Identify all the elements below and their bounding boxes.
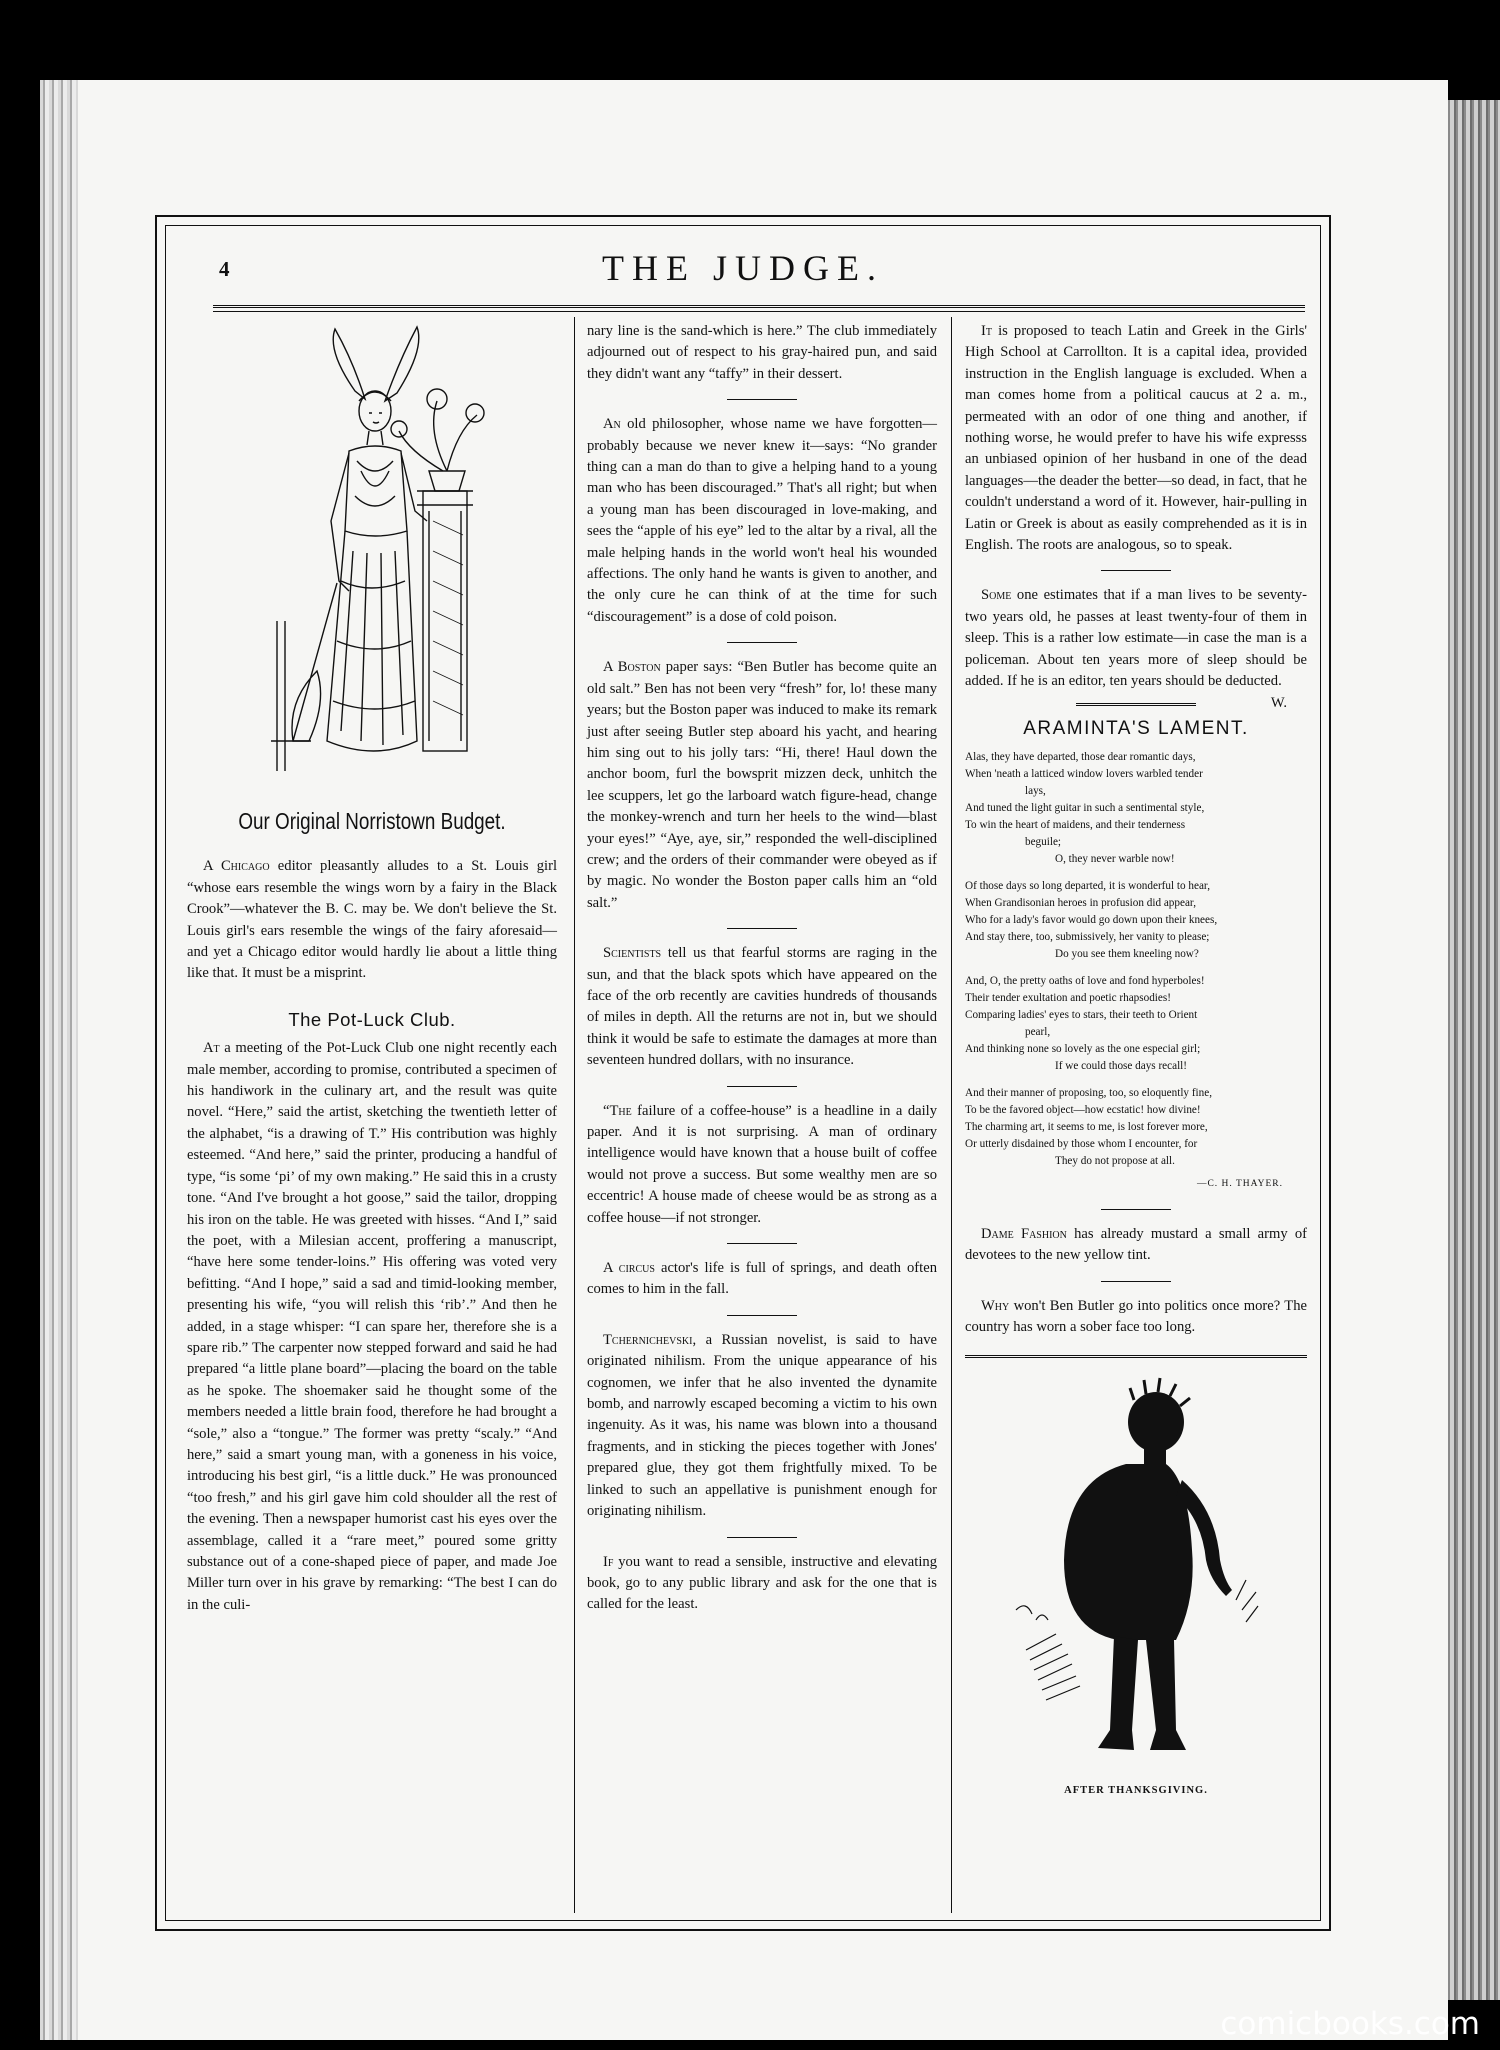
lead-circus: A circus (603, 1260, 655, 1277)
poem-line: To be the favored object—how ecstatic! how divine! (965, 1103, 1201, 1116)
poem-refrain: They do not propose at all. (1055, 1154, 1175, 1167)
poem-line: The charming art, it seems to me, is lost forever more, (965, 1120, 1208, 1133)
poem-refrain: If we could those days recall! (1055, 1059, 1188, 1072)
masthead-rule (213, 305, 1305, 312)
poem-line: When 'neath a latticed window lovers warbled tender (965, 767, 1203, 780)
poem-stanza (965, 973, 1307, 1075)
heading-pot-luck-club: The Pot-Luck Club. (288, 1008, 456, 1030)
column-divider-2 (951, 317, 952, 1913)
poem-line: Their tender exultation and poetic rhapsodies! (965, 991, 1171, 1004)
separator-rule (1101, 1209, 1171, 1210)
poem-line: To win the heart of maidens, and their tenderness (965, 818, 1186, 831)
separator-rule (727, 642, 797, 643)
poem-line: pearl, (1025, 1025, 1051, 1038)
lead-if: If (603, 1553, 614, 1570)
separator-rule (727, 1537, 797, 1538)
column-divider-1 (574, 317, 575, 1913)
paragraph-scientists: tell us that fearful storms are raging in the sun, and that the black spots which have appeared on the face of the orb recently are cavities hundreds of thousands of miles in depth. All the returns are not in, but we should think it would be safe to estimate the damages at more than seventeen hundred dollars, with no insurance. (587, 945, 937, 1069)
paragraph-boston-paper: paper says: “Ben Butler has become quite an old salt.” Ben has not been very “fresh” for, lo! these many years; but the Boston paper was induced to make its remark just after seeing Butler step aboard his yacht, and hearing him sing out to his jolly tars: “Hi, there! Haul down the anchor boom, furl the bowsprit mizzen deck, unhitch the lee scuppers, let go the larboard watch figure-head, change the monkey-wrench and turn her heels to the wind—blast your eyes!” “Aye, aye, sir,” responded the well-disciplined crew; and the orders of their commander were obeyed as if by magic. No wonder the Boston paper calls him an “old salt.” (587, 659, 937, 911)
poem-line: Alas, they have departed, those dear romantic days, (965, 750, 1196, 763)
column-3 (965, 321, 1307, 1801)
poem-stanza (965, 749, 1307, 868)
signature-w: W. (1270, 694, 1287, 711)
poem-line: And, O, the pretty oaths of love and fond hyperboles! (965, 974, 1205, 987)
lead-at: At (203, 1040, 220, 1057)
poem-signature: —C. H. THAYER. (1196, 1178, 1283, 1189)
poem-line: Of those days so long departed, it is wonderful to hear, (965, 879, 1210, 892)
heading-norristown-budget: Our Original Norristown Budget. (238, 808, 506, 834)
poem-line: And stay there, too, submissively, her vanity to please; (965, 930, 1210, 943)
poem-line: Comparing ladies' eyes to stars, their teeth to Orient (965, 1008, 1198, 1021)
poem-refrain: Do you see them kneeling now? (1055, 947, 1199, 960)
lead-the: “The (603, 1102, 632, 1119)
paragraph-nihilism: a Russian novelist, is said to have originated nihilism. From the unique appearance of his cognomen, we infer that he also invented the dynamite bomb, and narrowly escaped becoming a victim to his own ingenuity. As it was, his name was blown into a thousand fragments, and in sticking the pieces together with Jones' prepared glue, they got them frightfully mixed. To be linked to such an appellative is punishment enough for originating nihilism. (587, 1331, 937, 1520)
poem-line: Who for a lady's favor would go down upon their knees, (965, 913, 1218, 926)
paragraph-old-philosopher: old philosopher, whose name we have forgotten—probably because we never knew it—says: “No grander thing can a man do than to give a helping hand to a young man who has been discouraged.” That's all right; but when a young man has been discouraged in love-making, and sees the “apple of his eye” led to the altar by a rival, all the male helping hands in the world won't heal his wounded affections. The only hand he wants is given to another, and the only cure he can think of at the time for such “discouragement” is a dose of cold poison. (587, 416, 937, 625)
separator-rule (727, 928, 797, 929)
paragraph-pot-luck-club: a meeting of the Pot-Luck Club one night recently each male member, according to promise, contributed a specimen of his handiwork in the culinary art, and the result was quite novel. “Here,” said the artist, sketching the twentieth letter of the alphabet, “is a drawing of T.” His contribution was highly esteemed. “And here,” said the printer, producing a handful of type, “is some ‘pi’ of my own making.” He said this in a crusty tone. “And I've brought a hot goose,” said the tailor, dropping his iron on the table. He was greeted with hisses. “And I,” said the poet, with a Milesian accent, proffering a manuscript, “have here some tender-loins.” His offering was voted very befitting. “And I hope,” said a sad and timid-looking member, presenting his wife, “you will relish this ‘rib’.” And then he added, in a stage whisper: “I can spare her, therefore she is a spare rib.” The carpenter now stepped forward and said he had prepared “a little plane board”—placing the board on the table as he spoke. The shoemaker said he thought some of the members needed a little brain food, therefore he had brought a “sole,” also a “tongue.” The former was pretty “scaly.” “And here,” said a smart young man, with a goneness in his voice, introducing his best girl, “is a little duck.” He was pronounced “too fresh,” and his girl gave him cold shoulder all the rest of the evening. Then a newspaper humorist cast his eyes over the assemblage, called it a “rare meet,” poured some gritty substance out of a cone-shaped piece of paper, and made Joe Miller turn over in his grave by remarking: “The best I can do in the culi- (187, 1040, 557, 1613)
separator-rule (727, 1315, 797, 1316)
lead-tchernichevski: Tchernichevski, (603, 1331, 697, 1348)
lead-it: It (981, 323, 992, 339)
separator-rule (727, 1243, 797, 1244)
paragraph-latin-greek: is proposed to teach Latin and Greek in the Girls' High School at Carrollton. It is a capital idea, provided instruction in the English language is excluded. When a man comes home from a political caucus at 2 a. m., permeated with an odor of one thing and another, if nothing worse, he would prefer to have his wife expresss an unbiased opinion of her husband in one of the dead languages—the deader the better—so dead, in fact, that he couldn't understand a word of it. However, hair-pulling in Latin or Greek is about as easily comprehended as it is in English. The roots are analogous, so to speak. (965, 323, 1307, 554)
separator-rule (727, 1086, 797, 1087)
paragraph-culinary-continued: nary line is the sand-which is here.” The club immediately adjourned out of respect to his gray-haired pun, and said they didn't want any “taffy” in their dessert. (587, 323, 937, 382)
masthead-title: THE JUDGE. (602, 248, 884, 288)
silhouette-boy-illustration (1006, 1360, 1266, 1780)
lead-scientists: Scientists (603, 945, 662, 962)
lead-why: Why (981, 1297, 1010, 1314)
book-page-edges-right (1448, 100, 1500, 2000)
lead-some: Some (981, 587, 1012, 604)
separator-rule (1101, 1281, 1171, 1282)
column-2 (587, 321, 937, 1616)
paragraph-chicago-editor: editor pleasantly alludes to a St. Louis girl “whose ears resemble the wings worn by a fairy in the Black Crook”—whatever the B. C. may be. We don't believe the St. Louis girl's ears resemble the wings of the fairy aforesaid—and yet a Chicago editor would hardly lie about a little thing like that. It must be a misprint. (187, 858, 557, 982)
heading-araminta-lament: ARAMINTA'S LAMENT. (1023, 717, 1249, 739)
paragraph-public-library: you want to read a sensible, instructive and elevating book, go to any public library and ask for the one that is called for the least. (587, 1553, 937, 1613)
paragraph-ben-butler-politics: won't Ben Butler go into politics once more? The country has worn a sober face too long. (965, 1297, 1307, 1336)
lead-chicago: A Chicago (203, 858, 270, 875)
column-1 (187, 321, 557, 1616)
poem-line: beguile; (1025, 835, 1062, 848)
lead-an: An (603, 416, 621, 433)
poem-rule (1076, 703, 1196, 708)
separator-rule (1101, 570, 1171, 571)
separator-rule (727, 399, 797, 400)
poem-araminta-lament (965, 749, 1307, 1193)
poem-line: And tuned the light guitar in such a sentimental style, (965, 801, 1205, 814)
poem-line: When Grandisonian heroes in profusion did appear, (965, 896, 1197, 909)
lead-boston: A Boston (603, 659, 661, 676)
poem-stanza (965, 878, 1307, 963)
paragraph-sleep-estimate: one estimates that if a man lives to be seventy-two years old, he passes at least twenty-four of them in sleep. This is a rather low estimate—in case the man is a policeman. About ten years more of sleep should be added. If he is an editor, ten years should be deducted. (965, 587, 1307, 690)
poem-line: And their manner of proposing, too, so eloquently fine, (965, 1086, 1213, 1099)
page-frame (155, 215, 1331, 1931)
poem-line: lays, (1025, 784, 1046, 797)
poem-line: Or utterly disdained by those whom I encounter, for (965, 1137, 1198, 1150)
paragraph-coffee-house: failure of a coffee-house” is a headline in a daily paper. And it is not surprising. A man of ordinary intelligence would have known that a house built of coffee would not prove a success. But some wealthy men are so eccentric! A house made of cheese would be as strong as a coffee house—if not stronger. (587, 1102, 937, 1226)
book-page-edges-left (40, 80, 80, 2040)
poem-line: And thinking none so lovely as the one especial girl; (965, 1042, 1201, 1055)
poem-refrain: O, they never warble now! (1055, 852, 1175, 865)
paragraph-circus-actor: actor's life is full of springs, and death often comes to him in the fall. (587, 1260, 937, 1298)
page-number: 4 (219, 257, 230, 281)
caption-after-thanksgiving: AFTER THANKSGIVING. (1064, 1784, 1208, 1796)
site-watermark: comicbooks.com (1220, 2006, 1480, 2042)
paragraph-dame-fashion: has already mustard a small army of devotees to the new yellow tint. (965, 1225, 1307, 1264)
poem-stanza (965, 1085, 1307, 1170)
fairy-girl-illustration (257, 321, 487, 791)
lead-dame-fashion: Dame Fashion (981, 1225, 1067, 1242)
